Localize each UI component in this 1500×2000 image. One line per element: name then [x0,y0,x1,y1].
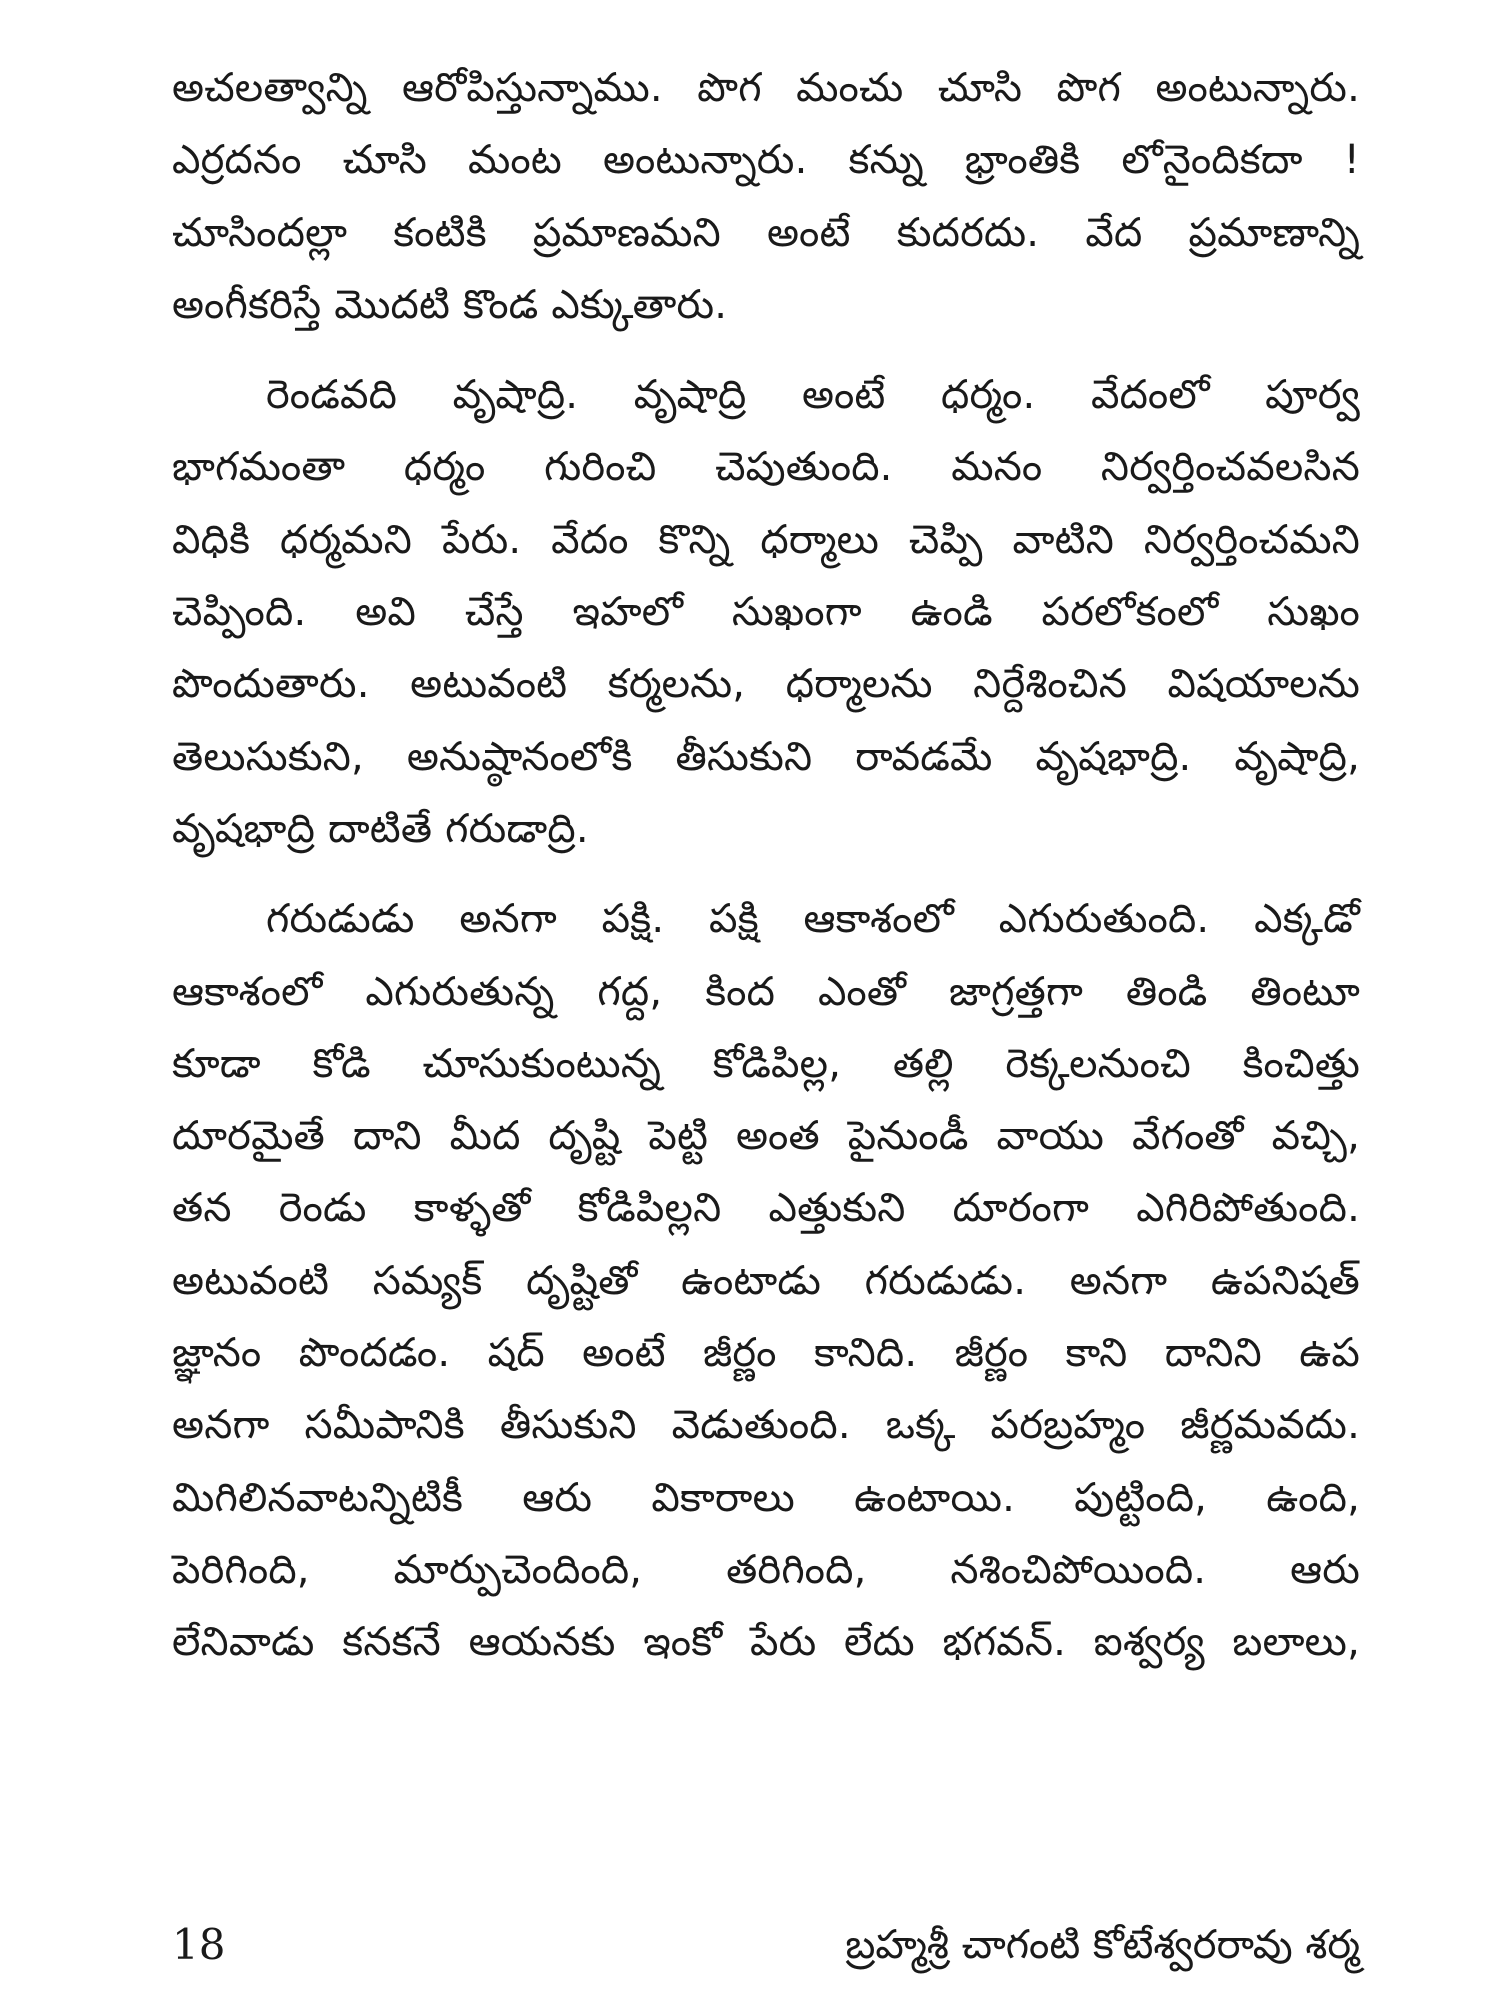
text-line: తన రెండు కాళ్ళతో కోడిపిల్లని ఎత్తుకుని దూరంగా ఎగిరిపోతుంది. [172,1185,1360,1232]
text-line: గరుడుడు అనగా పక్షి. పక్షి ఆకాశంలో ఎగురుతుంది. ఎక్కడో [266,896,1360,943]
text-line: చెప్పింది. అవి చేస్తే ఇహలో సుఖంగా ఉండి పరలోకంలో సుఖం [172,589,1360,636]
text-line: ఆకాశంలో ఎగురుతున్న గద్ద, కింద ఎంతో జాగ్రత్తగా తిండి తింటూ [172,968,1360,1015]
text-line: భాగమంతా ధర్మం గురించి చెపుతుంది. మనం నిర్వర్తించవలసిన [172,444,1360,491]
paragraph-1 [172,52,1360,341]
text-line: లేనివాడు కనకనే ఆయనకు ఇంకో పేరు లేదు భగవన్. ఐశ్వర్య బలాలు, [172,1619,1360,1666]
text-line: రెండవది వృషాద్రి. వృషాద్రి అంటే ధర్మం. వేదంలో పూర్వ [266,372,1360,419]
text-line: తెలుసుకుని, అనుష్ఠానంలోకి తీసుకుని రావడమే వృషభాద్రి. వృషాద్రి, [172,733,1360,780]
text-line: విధికి ధర్మమని పేరు. వేదం కొన్ని ధర్మాలు చెప్పి వాటిని నిర్వర్తించమని [172,516,1360,563]
page-number: 18 [172,1920,226,1969]
text-line: కూడా కోడి చూసుకుంటున్న కోడిపిల్ల, తల్లి రెక్కలనుంచి కించిత్తు [172,1040,1360,1087]
text-line: పొందుతారు. అటువంటి కర్మలను, ధర్మాలను నిర్దేశించిన విషయాలను [172,661,1360,708]
text-line: వృషభాద్రి దాటితే గరుడాద్రి. [172,805,589,852]
text-line: చూసిందల్లా కంటికి ప్రమాణమని అంటే కుదరదు. వేద ప్రమాణాన్ని [172,209,1360,256]
running-footer-author: బ్రహ్మశ్రీ చాగంటి కోటేశ్వరరావు శర్మ [845,1922,1360,1968]
text-line: అచలత్వాన్ని ఆరోపిస్తున్నాము. పొగ మంచు చూసి పొగ అంటున్నారు. [172,65,1360,111]
body-text [172,52,1360,1679]
text-line: ఎర్రదనం చూసి మంట అంటున్నారు. కన్ను భ్రాంతికి లోనైందికదా ! [172,137,1360,184]
text-line: అంగీకరిస్తే మొదటి కొండ ఎక్కుతారు. [172,281,728,328]
page-footer [172,1915,1360,1975]
paragraph-3 [172,883,1360,1678]
text-line: అటువంటి సమ్యక్ దృష్టితో ఉంటాడు గరుడుడు. అనగా ఉపనిషత్ [172,1257,1360,1304]
text-line: మిగిలినవాటన్నిటికీ ఆరు వికారాలు ఉంటాయి. పుట్టింది, ఉంది, [172,1474,1360,1521]
text-line: దూరమైతే దాని మీద దృష్టి పెట్టి అంత పైనుండీ వాయు వేగంతో వచ్చి, [172,1113,1360,1160]
text-line: జ్ఞానం పొందడం. షద్ అంటే జీర్ణం కానిది. జీర్ణం కాని దానిని ఉప [172,1330,1360,1377]
text-line: పెరిగింది, మార్పుచెందింది, తరిగింది, నశించిపోయింది. ఆరు [172,1546,1360,1593]
text-line: అనగా సమీపానికి తీసుకుని వెడుతుంది. ఒక్క పరబ్రహ్మం జీర్ణమవదు. [172,1402,1360,1449]
paragraph-2 [172,359,1360,865]
